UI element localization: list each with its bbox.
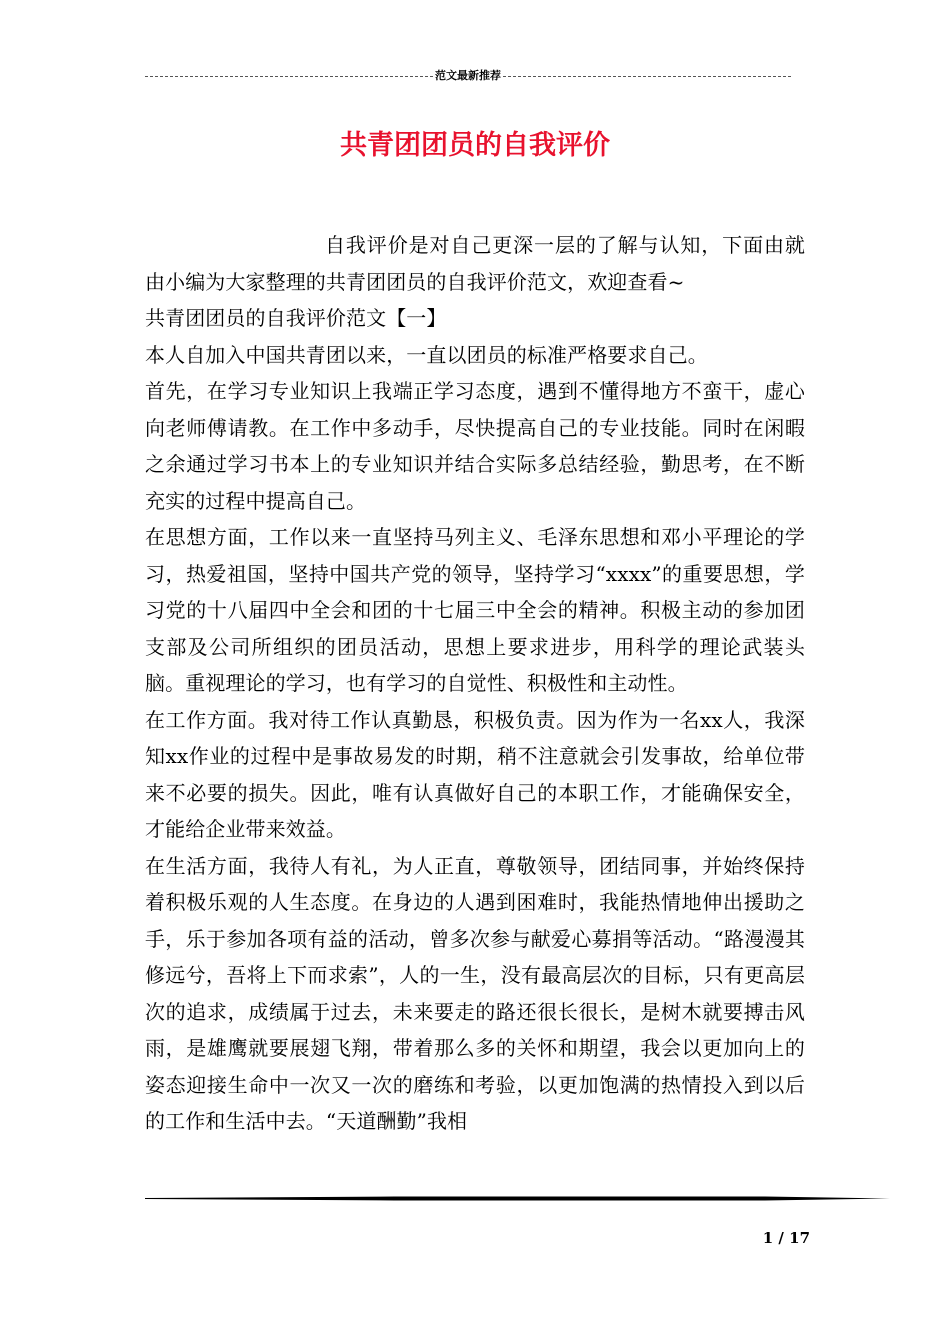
footer-rule bbox=[145, 1191, 890, 1207]
page-number: 1 / 17 bbox=[762, 1229, 810, 1247]
document-title: 共青团团员的自我评价 bbox=[340, 130, 610, 161]
body-paragraph: 首先，在学习专业知识上我端正学习态度，遇到不懂得地方不蛮干，虚心向老师傅请教。在工作中多动手，尽快提高自己的专业技能。同时在闲暇之余通过学习书本上的专业知识并结合实际多总结经验，勤思考，在不断充实的过程中提高自己。 bbox=[145, 379, 805, 513]
body-paragraph: 本人自加入中国共青团以来，一直以团员的标准严格要求自己。 bbox=[145, 342, 708, 367]
header-dash-left bbox=[145, 76, 433, 77]
header-label: 范文最新推荐 bbox=[435, 69, 501, 82]
document-body bbox=[145, 227, 805, 1140]
body-paragraph: 在工作方面。我对待工作认真勤恳，积极负责。因为作为一名xx人，我深知xx作业的过程中是事故易发的时期，稍不注意就会引发事故，给单位带来不必要的损失。因此，唯有认真做好自己的本职工作，才能确保安全，才能给企业带来效益。 bbox=[145, 707, 805, 841]
body-paragraph: 在思想方面，工作以来一直坚持马列主义、毛泽东思想和邓小平理论的学习，热爱祖国，坚持中国共产党的领导，坚持学习“xxxx”的重要思想，学习党的十八届四中全会和团的十七届三中全会的精神。积极主动的参加团支部及公司所组织的团员活动，思想上要求进步，用科学的理论武装头脑。重视理论的学习，也有学习的自觉性、积极性和主动性。 bbox=[145, 525, 805, 695]
intro-paragraph: 自我评价是对自己更深一层的了解与认知，下面由就由小编为大家整理的共青团团员的自我评价范文，欢迎查看~ bbox=[145, 233, 805, 294]
page-header bbox=[145, 66, 791, 86]
body-paragraph: 在生活方面，我待人有礼，为人正直，尊敬领导，团结同事，并始终保持着积极乐观的人生态度。在身边的人遇到困难时，我能热情地伸出援助之手，乐于参加各项有益的活动，曾多次参与献爱心募捐等活动。“路漫漫其修远兮，吾将上下而求索”，人的一生，没有最高层次的目标，只有更高层次的追求，成绩属于过去，未来要走的路还很长很长，是树木就要搏击风雨，是雄鹰就要展翅飞翔，带着那么多的关怀和期望，我会以更加向上的姿态迎接生命中一次又一次的磨练和考验，以更加饱满的热情投入到以后的工作和生活中去。“天道酬勤”我相 bbox=[145, 853, 805, 1133]
header-dash-right bbox=[503, 76, 791, 77]
section-heading: 共青团团员的自我评价范文【一】 bbox=[145, 306, 447, 330]
